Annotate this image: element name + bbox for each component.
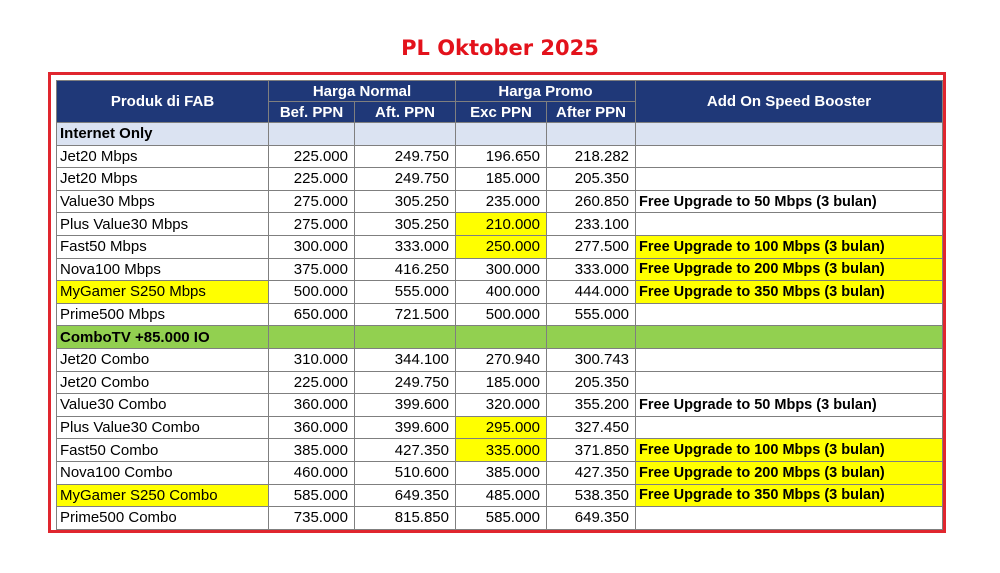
exc-ppn-cell: 185.000 — [456, 371, 547, 394]
aft-ppn-cell: 399.600 — [355, 394, 456, 417]
after-ppn-cell: 538.350 — [547, 484, 636, 507]
exc-ppn-cell: 320.000 — [456, 394, 547, 417]
after-ppn-cell: 333.000 — [547, 258, 636, 281]
bef-ppn-cell: 460.000 — [269, 461, 355, 484]
section-label: Internet Only — [57, 123, 269, 146]
bef-ppn-cell: 585.000 — [269, 484, 355, 507]
exc-ppn-cell: 295.000 — [456, 416, 547, 439]
section-empty-cell — [456, 326, 547, 349]
aft-ppn-cell: 249.750 — [355, 371, 456, 394]
addon-cell: Free Upgrade to 200 Mbps (3 bulan) — [636, 461, 943, 484]
product-cell: Value30 Combo — [57, 394, 269, 417]
product-cell: Plus Value30 Mbps — [57, 213, 269, 236]
section-empty-cell — [355, 123, 456, 146]
table-row — [57, 394, 943, 417]
after-ppn-cell: 218.282 — [547, 145, 636, 168]
after-ppn-cell: 300.743 — [547, 348, 636, 371]
after-ppn-cell: 355.200 — [547, 394, 636, 417]
addon-cell: Free Upgrade to 350 Mbps (3 bulan) — [636, 484, 943, 507]
exc-ppn-cell: 235.000 — [456, 190, 547, 213]
aft-ppn-cell: 344.100 — [355, 348, 456, 371]
product-cell: MyGamer S250 Combo — [57, 484, 269, 507]
product-cell: Value30 Mbps — [57, 190, 269, 213]
header-after-ppn: After PPN — [547, 102, 636, 123]
aft-ppn-cell: 510.600 — [355, 461, 456, 484]
addon-cell: Free Upgrade to 50 Mbps (3 bulan) — [636, 190, 943, 213]
header-bef-ppn: Bef. PPN — [269, 102, 355, 123]
product-cell: Prime500 Combo — [57, 507, 269, 530]
exc-ppn-cell: 485.000 — [456, 484, 547, 507]
after-ppn-cell: 371.850 — [547, 439, 636, 462]
table-row — [57, 303, 943, 326]
bef-ppn-cell: 735.000 — [269, 507, 355, 530]
bef-ppn-cell: 650.000 — [269, 303, 355, 326]
addon-cell — [636, 168, 943, 191]
addon-cell — [636, 416, 943, 439]
section-empty-cell — [269, 326, 355, 349]
aft-ppn-cell: 721.500 — [355, 303, 456, 326]
after-ppn-cell: 205.350 — [547, 168, 636, 191]
product-cell: Jet20 Mbps — [57, 168, 269, 191]
table-row — [57, 235, 943, 258]
table-row — [57, 190, 943, 213]
product-cell: Nova100 Mbps — [57, 258, 269, 281]
bef-ppn-cell: 375.000 — [269, 258, 355, 281]
section-empty-cell — [355, 326, 456, 349]
table-row — [57, 258, 943, 281]
addon-cell — [636, 371, 943, 394]
product-cell: Plus Value30 Combo — [57, 416, 269, 439]
addon-cell — [636, 348, 943, 371]
bef-ppn-cell: 500.000 — [269, 281, 355, 304]
addon-cell: Free Upgrade to 50 Mbps (3 bulan) — [636, 394, 943, 417]
aft-ppn-cell: 416.250 — [355, 258, 456, 281]
product-cell: Jet20 Combo — [57, 348, 269, 371]
page-title: PL Oktober 2025 — [401, 36, 599, 60]
addon-cell — [636, 213, 943, 236]
bef-ppn-cell: 225.000 — [269, 145, 355, 168]
header-harga-normal: Harga Normal — [269, 81, 456, 102]
exc-ppn-cell: 270.940 — [456, 348, 547, 371]
table-row — [57, 168, 943, 191]
header-harga-promo: Harga Promo — [456, 81, 636, 102]
section-row — [57, 123, 943, 146]
exc-ppn-cell: 335.000 — [456, 439, 547, 462]
section-label: ComboTV +85.000 IO — [57, 326, 269, 349]
bef-ppn-cell: 225.000 — [269, 371, 355, 394]
exc-ppn-cell: 210.000 — [456, 213, 547, 236]
after-ppn-cell: 260.850 — [547, 190, 636, 213]
table-row — [57, 213, 943, 236]
section-empty-cell — [636, 123, 943, 146]
table-row — [57, 484, 943, 507]
header-aft-ppn: Aft. PPN — [355, 102, 456, 123]
exc-ppn-cell: 585.000 — [456, 507, 547, 530]
product-cell: Nova100 Combo — [57, 461, 269, 484]
aft-ppn-cell: 815.850 — [355, 507, 456, 530]
bef-ppn-cell: 275.000 — [269, 190, 355, 213]
after-ppn-cell: 427.350 — [547, 461, 636, 484]
section-empty-cell — [636, 326, 943, 349]
section-empty-cell — [456, 123, 547, 146]
after-ppn-cell: 649.350 — [547, 507, 636, 530]
header-product: Produk di FAB — [57, 81, 269, 123]
aft-ppn-cell: 249.750 — [355, 145, 456, 168]
aft-ppn-cell: 333.000 — [355, 235, 456, 258]
table-row — [57, 461, 943, 484]
table-row — [57, 439, 943, 462]
exc-ppn-cell: 385.000 — [456, 461, 547, 484]
exc-ppn-cell: 185.000 — [456, 168, 547, 191]
bef-ppn-cell: 275.000 — [269, 213, 355, 236]
after-ppn-cell: 205.350 — [547, 371, 636, 394]
header-exc-ppn: Exc PPN — [456, 102, 547, 123]
after-ppn-cell: 555.000 — [547, 303, 636, 326]
aft-ppn-cell: 305.250 — [355, 213, 456, 236]
addon-cell: Free Upgrade to 200 Mbps (3 bulan) — [636, 258, 943, 281]
table-row — [57, 281, 943, 304]
section-row — [57, 326, 943, 349]
aft-ppn-cell: 649.350 — [355, 484, 456, 507]
addon-cell — [636, 145, 943, 168]
bef-ppn-cell: 310.000 — [269, 348, 355, 371]
table-row — [57, 507, 943, 530]
addon-cell: Free Upgrade to 350 Mbps (3 bulan) — [636, 281, 943, 304]
product-cell: Prime500 Mbps — [57, 303, 269, 326]
aft-ppn-cell: 399.600 — [355, 416, 456, 439]
price-table-body — [57, 123, 943, 530]
after-ppn-cell: 444.000 — [547, 281, 636, 304]
addon-cell: Free Upgrade to 100 Mbps (3 bulan) — [636, 439, 943, 462]
exc-ppn-cell: 400.000 — [456, 281, 547, 304]
bef-ppn-cell: 225.000 — [269, 168, 355, 191]
product-cell: Fast50 Combo — [57, 439, 269, 462]
addon-cell — [636, 507, 943, 530]
after-ppn-cell: 327.450 — [547, 416, 636, 439]
table-row — [57, 348, 943, 371]
product-cell: Fast50 Mbps — [57, 235, 269, 258]
addon-cell — [636, 303, 943, 326]
bef-ppn-cell: 360.000 — [269, 416, 355, 439]
aft-ppn-cell: 249.750 — [355, 168, 456, 191]
price-table — [56, 80, 943, 530]
product-cell: MyGamer S250 Mbps — [57, 281, 269, 304]
price-list-frame — [48, 72, 946, 533]
table-row — [57, 145, 943, 168]
section-empty-cell — [547, 123, 636, 146]
aft-ppn-cell: 427.350 — [355, 439, 456, 462]
after-ppn-cell: 277.500 — [547, 235, 636, 258]
table-row — [57, 416, 943, 439]
aft-ppn-cell: 305.250 — [355, 190, 456, 213]
section-empty-cell — [269, 123, 355, 146]
exc-ppn-cell: 196.650 — [456, 145, 547, 168]
product-cell: Jet20 Combo — [57, 371, 269, 394]
bef-ppn-cell: 385.000 — [269, 439, 355, 462]
addon-cell: Free Upgrade to 100 Mbps (3 bulan) — [636, 235, 943, 258]
section-empty-cell — [547, 326, 636, 349]
aft-ppn-cell: 555.000 — [355, 281, 456, 304]
bef-ppn-cell: 360.000 — [269, 394, 355, 417]
bef-ppn-cell: 300.000 — [269, 235, 355, 258]
exc-ppn-cell: 300.000 — [456, 258, 547, 281]
header-addon: Add On Speed Booster — [636, 81, 943, 123]
after-ppn-cell: 233.100 — [547, 213, 636, 236]
exc-ppn-cell: 500.000 — [456, 303, 547, 326]
product-cell: Jet20 Mbps — [57, 145, 269, 168]
table-row — [57, 371, 943, 394]
exc-ppn-cell: 250.000 — [456, 235, 547, 258]
